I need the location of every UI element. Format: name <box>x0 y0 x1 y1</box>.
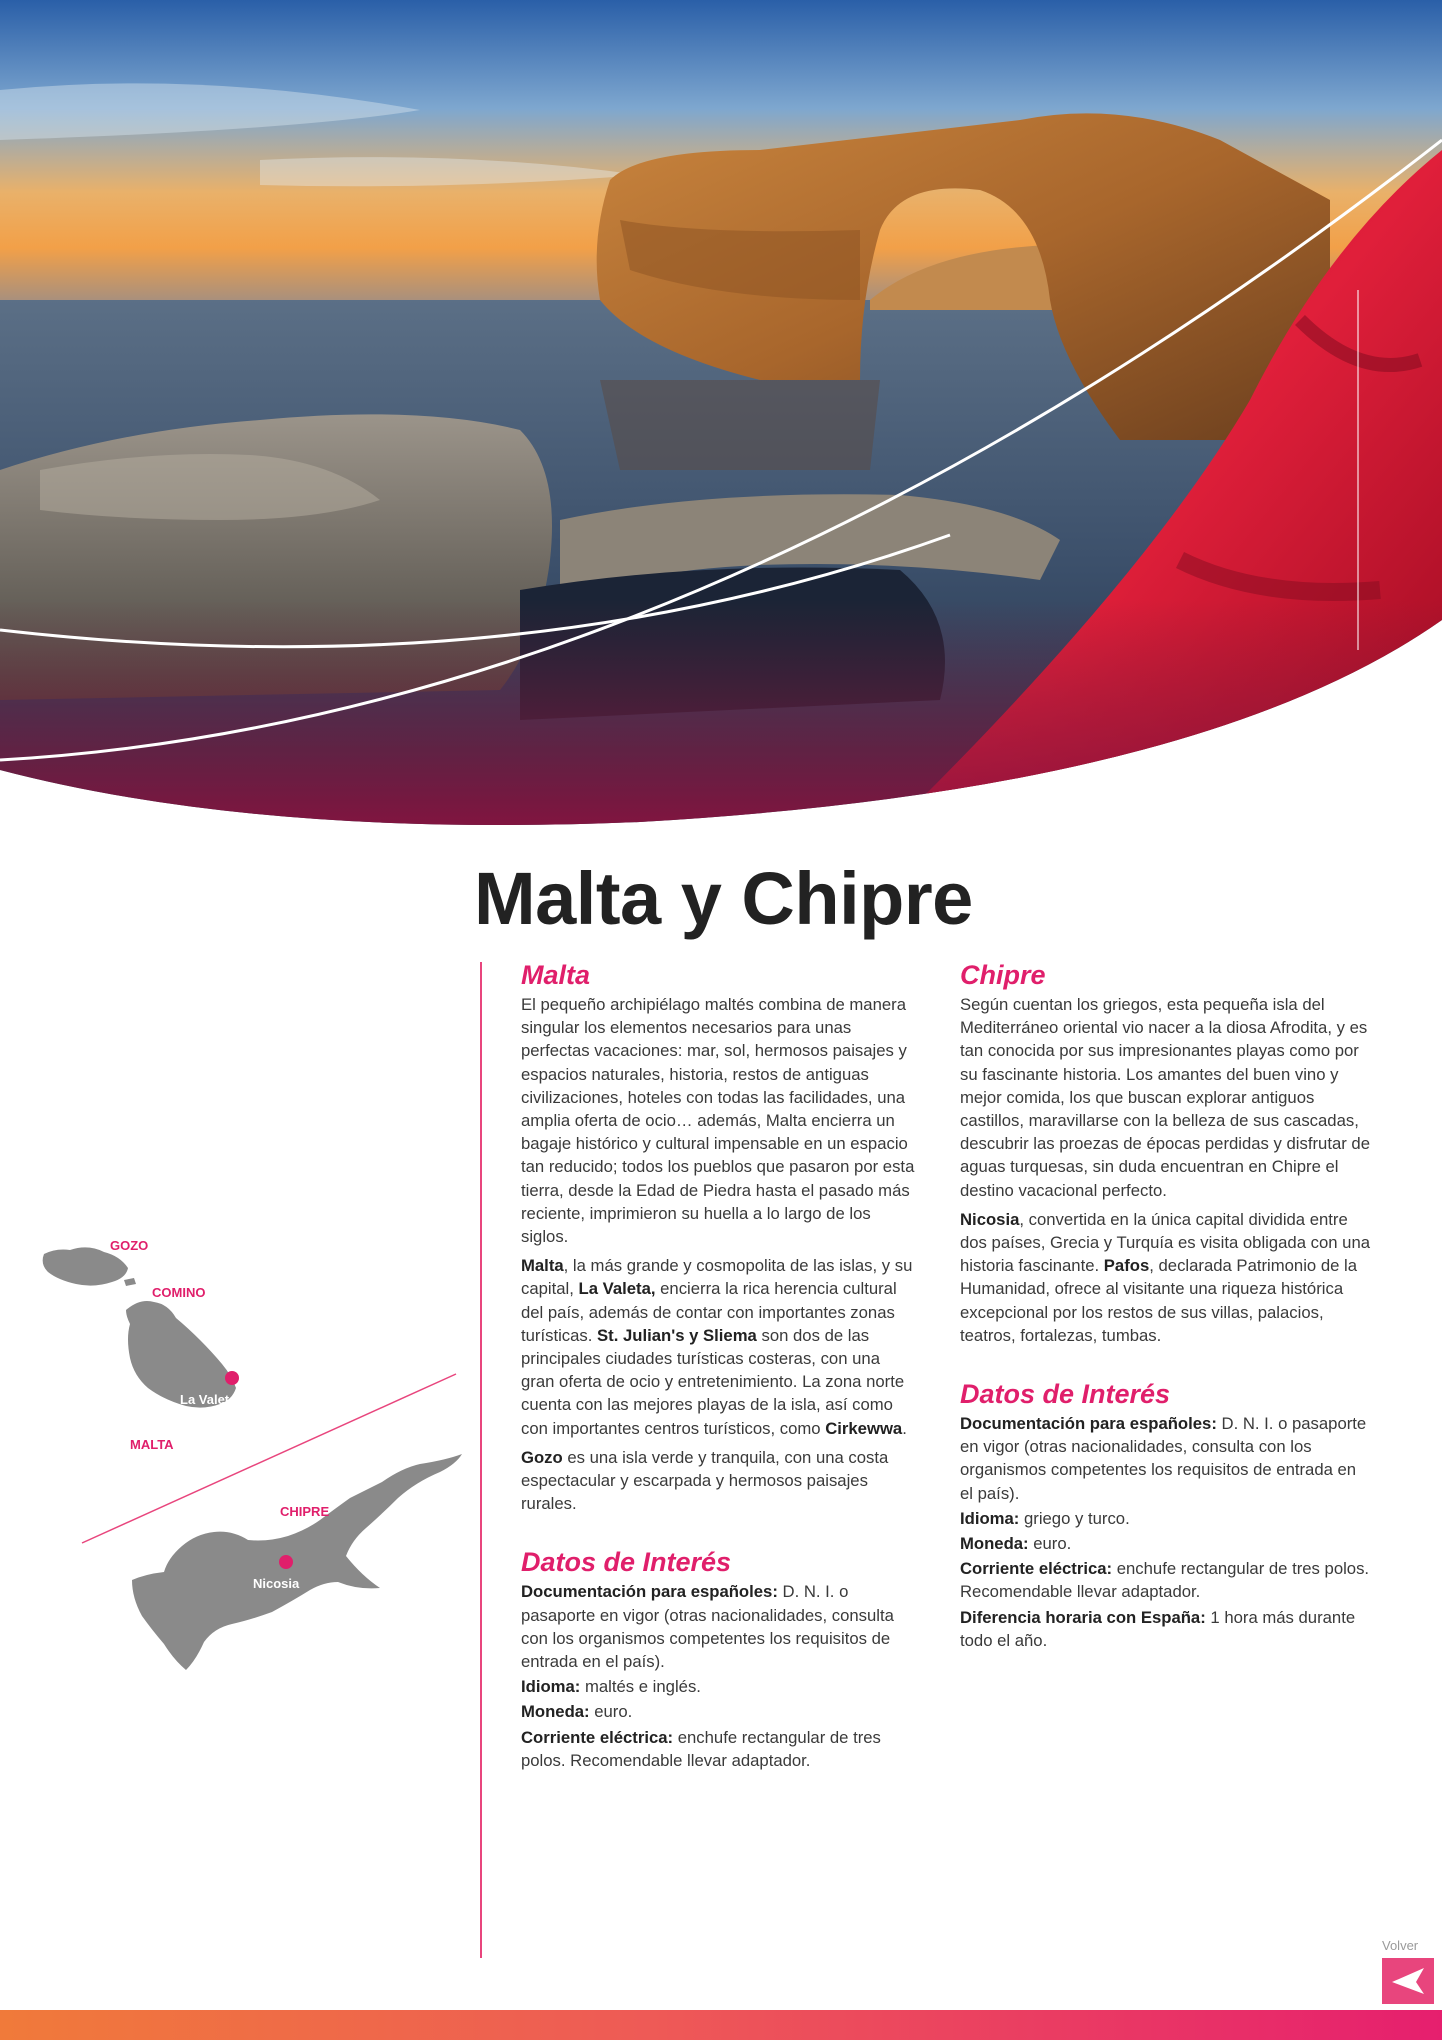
malta-documentacion: Documentación para españoles: D. N. I. o pasaporte en vigor (otras nacionalidades, consulta con los organismos competentes los requisitos de entrada en el país). <box>521 1582 894 1672</box>
malta-paragraph-3: Gozo es una isla verde y tranquila, con una costa espectacular y escarpada y hermosos paisajes rurales. <box>521 1447 889 1514</box>
chipre-datos-heading: Datos de Interés <box>960 1379 1171 1410</box>
hero-image <box>0 0 1442 830</box>
malta-heading: Malta <box>521 960 591 990</box>
nicosia-label: Nicosia <box>253 1576 300 1591</box>
gozo-label: GOZO <box>110 1238 149 1253</box>
chipre-intro: Según cuentan los griegos, esta pequeña isla del Mediterráneo oriental vio nacer a la diosa Afrodita, y es tan conocida por sus impresionantes playas como por su fascinante historia. Los amantes del buen vino y mejor comida, los que buscan explorar antiguos castillos, maravillarse con la belleza de sus cascadas, descubrir las proezas de épocas perdidas y disfrutar de aguas turquesas, sin duda encuentran en Chipre el destino vacacional perfecto. <box>960 995 1370 1200</box>
map-graphic <box>36 1228 476 1678</box>
arrow-left-icon <box>1382 1958 1434 2004</box>
chipre-documentacion: Documentación para españoles: D. N. I. o pasaporte en vigor (otras nacionalidades, consulta con los organismos competentes los requisitos de entrada en el país). <box>960 1414 1367 1503</box>
volver-button[interactable] <box>1382 1958 1434 2004</box>
malta-intro: El pequeño archipiélago maltés combina de manera singular los elementos necesarios para unas perfectas vacaciones: mar, sol, hermosos paisajes y espacios naturales, historia, restos de antiguas civilizaciones, hoteles con todas las facilidades, una amplia oferta de ocio… además, Malta encierra un bagaje histórico y cultural impensable en un espacio tan reducido; todos los pueblos que pasaron por esta tierra, desde la Edad de Piedra hasta el pasado más reciente, imprimieron su huella a lo largo de los siglos. <box>521 995 915 1247</box>
islands-map <box>36 1228 476 1678</box>
malta-corriente: Corriente eléctrica: enchufe rectangular de tres polos. Recomendable llevar adaptador. <box>521 1727 881 1770</box>
malta-idioma: Idioma: maltés e inglés. <box>521 1677 701 1697</box>
cyprus-island-shape <box>132 1454 462 1670</box>
malta-moneda: Moneda: euro. <box>521 1702 633 1722</box>
chipre-paragraph-2: Nicosia, convertida en la única capital dividida entre dos países, Grecia y Turquía es visita obligada con una historia fascinante. Pafos, declarada Patrimonio de la Humanidad, ofrece al visitante una riqueza histórica excepcional por los restos de sus villas, palacios, teatros, fortalezas, tumbas. <box>960 1209 1371 1345</box>
azure-window-photo <box>0 0 1442 830</box>
chipre-label: CHIPRE <box>280 1504 330 1519</box>
malta-section <box>521 958 917 1774</box>
malta-datos-heading: Datos de Interés <box>521 1547 732 1578</box>
comino-island-shape <box>124 1278 136 1286</box>
chipre-heading: Chipre <box>960 960 1046 990</box>
malta-paragraph-2: Malta, la más grande y cosmopolita de las islas, y su capital, La Valeta, encierra la rica herencia cultural del país, además de contar con importantes zonas turísticas. St. Julian's y Sliema son dos de las principales ciudades turísticas costeras, con una gran oferta de ocio y entretenimiento. La zona norte cuenta con las mejores playas de la isla, así como con importantes centros turísticos, como Cirkewwa. <box>521 1256 913 1438</box>
bottom-gradient-bar <box>0 2010 1442 2040</box>
la-valeta-dot <box>225 1371 239 1385</box>
la-valeta-label: La Valeta <box>180 1392 237 1407</box>
column-divider <box>480 962 482 1958</box>
volver-label: Volver <box>1382 1938 1419 1953</box>
gozo-island-shape <box>43 1247 128 1285</box>
chipre-idioma: Idioma: griego y turco. <box>960 1508 1130 1528</box>
chipre-moneda: Moneda: euro. <box>960 1534 1072 1554</box>
chipre-corriente: Corriente eléctrica: enchufe rectangular de tres polos. Recomendable llevar adaptador. <box>960 1559 1370 1602</box>
nicosia-dot <box>279 1555 293 1569</box>
chipre-diferencia-horaria: Diferencia horaria con España: 1 hora más durante todo el año. <box>960 1607 1356 1650</box>
malta-label: MALTA <box>130 1437 174 1452</box>
chipre-section <box>960 958 1370 1654</box>
page-title: Malta y Chipre <box>474 857 973 940</box>
comino-label: COMINO <box>152 1285 206 1300</box>
